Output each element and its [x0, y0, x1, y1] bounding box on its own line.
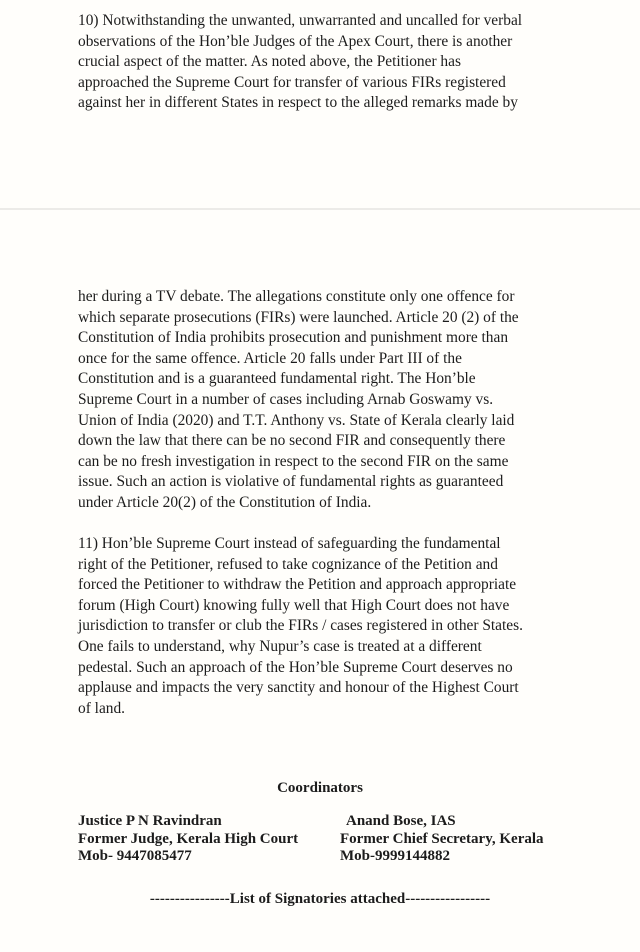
text-line: approached the Supreme Court for transfer of various FIRs registered — [78, 73, 506, 91]
coordinator-designation: Former Chief Secretary, Kerala — [340, 830, 544, 847]
coordinator-name: Anand Bose, IAS — [346, 813, 456, 829]
text-line: down the law that there can be no second FIR and consequently there — [78, 432, 506, 450]
text-line: pedestal. Such an approach of the Hon’ble Supreme Court deserves no — [78, 658, 513, 676]
coordinators-heading: Coordinators — [277, 780, 363, 796]
text-line: which separate prosecutions (FIRs) were launched. Article 20 (2) of the — [78, 308, 519, 326]
text-line: forced the Petitioner to withdraw the Petition and approach appropriate — [78, 576, 517, 594]
text-line: right of the Petitioner, refused to take cognizance of the Petition and — [78, 555, 498, 573]
text-line: crucial aspect of the matter. As noted above, the Petitioner has — [78, 53, 461, 71]
text-line: 10) Notwithstanding the unwanted, unwarranted and uncalled for verbal — [78, 12, 523, 29]
text-line: Constitution and is a guaranteed fundamental right. The Hon’ble — [78, 370, 476, 388]
coordinator-left-block — [78, 813, 298, 866]
text-line: Supreme Court in a number of cases including Arnab Goswamy vs. — [78, 390, 494, 408]
coordinator-name: Justice P N Ravindran — [78, 813, 222, 829]
text-line: against her in different States in respect to the alleged remarks made by — [78, 94, 518, 112]
coordinator-designation: Former Judge, Kerala High Court — [78, 830, 299, 847]
text-line: her during a TV debate. The allegations constitute only one offence for — [78, 288, 515, 305]
text-line: jurisdiction to transfer or club the FIRs / cases registered in other States. — [78, 617, 523, 635]
coordinator-right-block — [340, 813, 544, 866]
text-line: One fails to understand, why Nupur’s case is treated at a different — [78, 637, 482, 655]
text-line: 11) Hon’ble Supreme Court instead of safeguarding the fundamental — [78, 535, 501, 552]
text-line: can be no fresh investigation in respect to the second FIR on the same — [78, 452, 509, 470]
text-line: under Article 20(2) of the Constitution of India. — [78, 493, 372, 511]
text-line: once for the same offence. Article 20 falls under Part III of the — [78, 349, 462, 367]
signatories-note: ----------------List of Signatories attached----------------- — [149, 891, 491, 907]
coordinator-mobile: Mob-9999144882 — [340, 848, 450, 864]
text-line: Union of India (2020) and T.T. Anthony vs. State of Kerala clearly laid — [78, 411, 515, 429]
paragraph-11 — [78, 534, 566, 719]
text-line: Constitution of India prohibits prosecution and punishment more than — [78, 329, 509, 347]
coordinator-mobile: Mob- 9447085477 — [78, 848, 192, 864]
text-line: of land. — [78, 699, 126, 717]
text-line: forum (High Court) knowing fully well that High Court does not have — [78, 596, 510, 614]
text-line: observations of the Hon’ble Judges of the Apex Court, there is another — [78, 32, 513, 50]
text-line: issue. Such an action is violative of fundamental rights as guaranteed — [78, 473, 504, 491]
paragraph-10-part-2 — [78, 287, 566, 514]
paragraph-10-part-1 — [78, 11, 566, 114]
text-line: applause and impacts the very sanctity and honour of the Highest Court — [78, 679, 519, 697]
